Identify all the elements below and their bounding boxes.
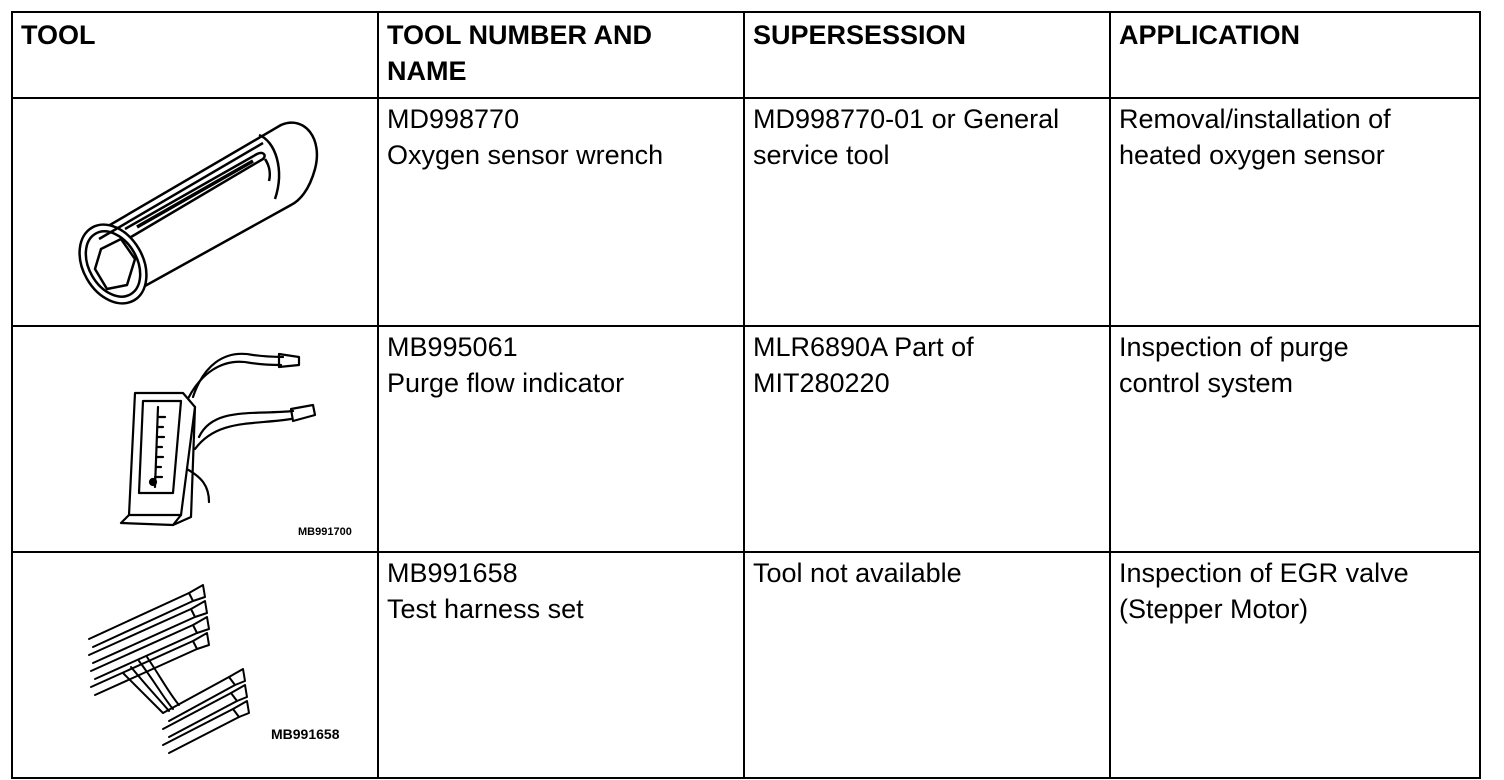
application-cell: Inspection of EGR valve (Stepper Motor) xyxy=(1110,552,1480,778)
table-row xyxy=(12,552,1480,778)
header-supersession: SUPERSESSION xyxy=(744,12,1110,98)
supersession-cell: Tool not available xyxy=(744,552,1110,778)
supersession-cell: MD998770-01 or General service tool xyxy=(744,98,1110,326)
test-harness-set-icon xyxy=(13,553,379,777)
tool-number-and-name-cell xyxy=(378,98,744,326)
tool-name: Purge flow indicator xyxy=(387,368,625,398)
header-tool: TOOL xyxy=(12,12,378,98)
header-application: APPLICATION xyxy=(1110,12,1480,98)
tool-image-cell xyxy=(12,552,378,778)
application-cell: Inspection of purge control system xyxy=(1110,326,1480,552)
special-tools-table xyxy=(11,11,1481,779)
tool-name: Test harness set xyxy=(387,594,584,624)
tool-number-and-name-cell xyxy=(378,326,744,552)
tool-image-cell xyxy=(12,326,378,552)
tool-number: MB991658 xyxy=(387,558,518,588)
purge-flow-indicator-icon xyxy=(13,327,379,551)
tool-number: MD998770 xyxy=(387,104,520,134)
table-row xyxy=(12,326,1480,552)
figure-label: MB991658 xyxy=(271,726,340,742)
application-cell: Removal/installation of heated oxygen sensor xyxy=(1110,98,1480,326)
header-row xyxy=(12,12,1480,98)
tool-number: MB995061 xyxy=(387,332,518,362)
tool-image-cell xyxy=(12,98,378,326)
tool-number-and-name-cell xyxy=(378,552,744,778)
header-tool-number-and-name: TOOL NUMBER AND NAME xyxy=(378,12,744,98)
supersession-cell: MLR6890A Part of MIT280220 xyxy=(744,326,1110,552)
figure-label: MB991700 xyxy=(298,526,352,538)
oxygen-sensor-wrench-icon xyxy=(13,99,379,325)
table-row xyxy=(12,98,1480,326)
tool-name: Oxygen sensor wrench xyxy=(387,140,664,170)
